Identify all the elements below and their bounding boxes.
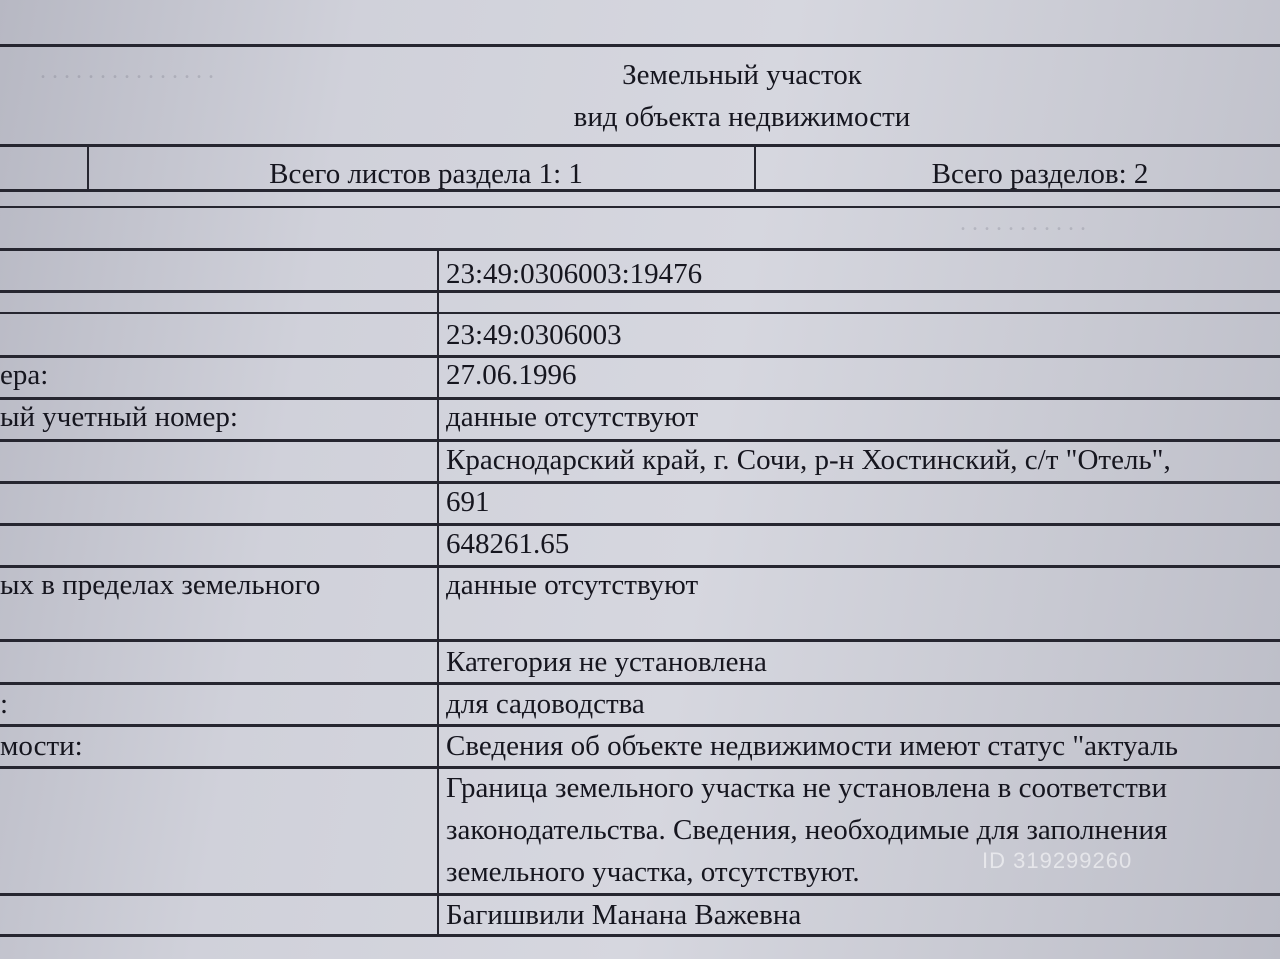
table-rule bbox=[87, 144, 89, 190]
special-notes-line: законодательства. Сведения, необходимые для заполнения bbox=[446, 814, 1168, 846]
cadastral-block: 23:49:0306003 bbox=[446, 319, 622, 351]
table-rule bbox=[0, 248, 1280, 251]
table-rule bbox=[437, 248, 439, 936]
table-rule bbox=[0, 44, 1280, 47]
table-rule bbox=[0, 724, 1280, 727]
row-label: ых в пределах земельного bbox=[0, 569, 321, 601]
table-rule bbox=[0, 439, 1280, 442]
land-category: Категория не установлена bbox=[446, 646, 767, 678]
row-label: ый учетный номер: bbox=[0, 401, 238, 433]
watermark: ID 319299260 bbox=[982, 848, 1133, 873]
row-label: ера: bbox=[0, 359, 49, 391]
table-rule bbox=[754, 144, 756, 190]
object-status: Сведения об объекте недвижимости имеют статус "актуаль bbox=[446, 730, 1178, 762]
table-rule bbox=[0, 893, 1280, 896]
table-rule bbox=[0, 766, 1280, 769]
owner-name: Багишвили Манана Важевна bbox=[446, 899, 802, 931]
table-rule bbox=[0, 682, 1280, 685]
sections-count: Всего разделов: 2 bbox=[931, 158, 1149, 190]
cadastral-value: 648261.65 bbox=[446, 528, 570, 560]
table-rule bbox=[0, 523, 1280, 526]
sheets-count: Всего листов раздела 1: 1 bbox=[269, 158, 583, 190]
permitted-use: для садоводства bbox=[446, 688, 645, 720]
bleed-through-text: . . . . . . . . . . . . . . . bbox=[40, 58, 214, 84]
table-rule bbox=[0, 144, 1280, 147]
buildings-within-plot: данные отсутствуют bbox=[446, 569, 699, 601]
table-rule bbox=[0, 206, 1280, 208]
address: Краснодарский край, г. Сочи, р-н Хостинский, с/т "Отель", bbox=[446, 444, 1171, 476]
special-notes-line: Граница земельного участка не установлена в соответстви bbox=[446, 772, 1167, 804]
table-rule bbox=[0, 639, 1280, 642]
special-notes-line: земельного участка, отсутствуют. bbox=[446, 856, 860, 888]
area: 691 bbox=[446, 486, 490, 518]
table-rule bbox=[0, 312, 1280, 314]
previous-number: данные отсутствуют bbox=[446, 401, 699, 433]
object-caption: вид объекта недвижимости bbox=[573, 101, 911, 133]
table-rule bbox=[0, 934, 1280, 937]
cadastral-number: 23:49:0306003:19476 bbox=[446, 258, 703, 290]
table-rule bbox=[0, 481, 1280, 484]
table-rule bbox=[0, 355, 1280, 358]
row-label: мости: bbox=[0, 730, 83, 762]
row-label: : bbox=[0, 688, 9, 720]
object-title: Земельный участок bbox=[622, 59, 862, 91]
assignment-date: 27.06.1996 bbox=[446, 359, 577, 391]
bleed-through-text: . . . . . . . . . . . bbox=[960, 210, 1086, 236]
